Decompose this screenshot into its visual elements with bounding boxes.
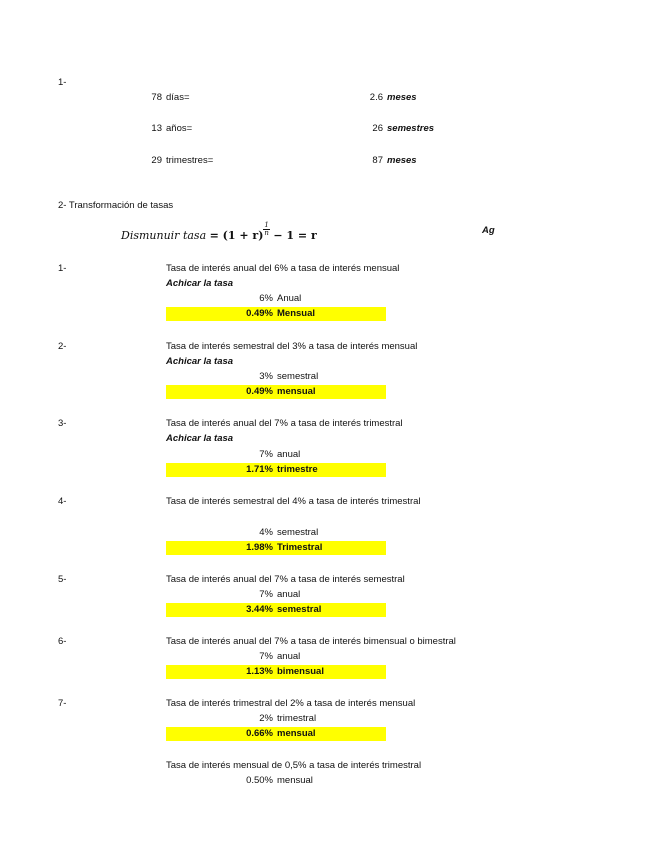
conversion-row-2-result-unit: semestres (387, 123, 435, 134)
conversion-row-2-value: 13 (151, 123, 162, 134)
exercise-3-result-value: 1.71% (246, 464, 273, 475)
exercise-7-result-unit: mensual (277, 728, 316, 739)
exercise-8-given-value: 0.50% (246, 775, 273, 786)
exercise-7-given-value: 2% (259, 713, 273, 724)
exercise-2-given-value: 3% (259, 371, 273, 382)
conversion-row-3-result-unit: meses (387, 155, 417, 166)
section1-number: 1- (58, 77, 67, 88)
exercise-8-given-unit: mensual (277, 775, 313, 786)
exercise-5-result-value: 3.44% (246, 604, 273, 615)
exercise-3-note: Achicar la tasa (166, 433, 234, 444)
conversion-row-1-label: días= (166, 92, 190, 103)
section2-title: 2- Transformación de tasas (58, 200, 174, 211)
exercise-4-result-highlight (166, 541, 386, 555)
conversion-row-3-label: trimestres= (166, 155, 214, 166)
conversion-row-3-value: 29 (151, 155, 162, 166)
exercise-4-given-value: 4% (259, 527, 273, 538)
exercise-5-given-unit: anual (277, 589, 301, 600)
exercise-3-given-unit: anual (277, 449, 301, 460)
exercise-4-given-unit: semestral (277, 527, 319, 538)
exercise-2-number: 2- (58, 341, 67, 352)
exercise-4-number: 4- (58, 496, 67, 507)
formula-lhs: = (1 + r) (209, 229, 264, 242)
formula-exponent-num: 1 (264, 221, 269, 229)
exercise-2-result-highlight (166, 385, 386, 399)
exercise-6-given-value: 7% (259, 651, 273, 662)
conversion-row-1-result-unit: meses (387, 92, 417, 103)
formula-label: Dismunuir tasa (121, 229, 207, 242)
exercise-1-result-value: 0.49% (246, 308, 273, 319)
exercise-6-given-unit: anual (277, 651, 301, 662)
exercise-4-description: Tasa de interés semestral del 4% a tasa de interés trimestral (166, 496, 421, 507)
conversion-row-2-result-value: 26 (372, 123, 383, 134)
exercise-7-result-highlight (166, 727, 386, 741)
exercise-5-given-value: 7% (259, 589, 273, 600)
exercise-5-result-unit: semestral (277, 604, 322, 615)
exercise-2-description: Tasa de interés semestral del 3% a tasa de interés mensual (166, 341, 418, 352)
exercise-6-result-highlight (166, 665, 386, 679)
exercise-1-result-unit: Mensual (277, 308, 316, 319)
exercise-6-result-value: 1.13% (246, 666, 273, 677)
exercise-7-result-value: 0.66% (246, 728, 273, 739)
conversion-row-3-result-value: 87 (372, 155, 383, 166)
exercise-1-note: Achicar la tasa (166, 278, 234, 289)
conversion-row-2-label: años= (166, 123, 193, 134)
exercise-8-description: Tasa de interés mensual de 0,5% a tasa de interés trimestral (166, 760, 422, 771)
formula-rhs: − 1 = r (273, 229, 317, 242)
exercise-2-result-unit: mensual (277, 386, 316, 397)
exercise-1-given-unit: Anual (277, 293, 302, 304)
formula-exponent (263, 222, 269, 237)
exercise-5-number: 5- (58, 574, 67, 585)
exercise-7-number: 7- (58, 698, 67, 709)
exercise-3-number: 3- (58, 418, 67, 429)
formula-exponent-den: n (264, 229, 269, 237)
exercise-3-given-value: 7% (259, 449, 273, 460)
exercise-2-given-unit: semestral (277, 371, 319, 382)
exercise-6-result-unit: bimensual (277, 666, 324, 677)
exercise-7-given-unit: trimestral (277, 713, 317, 724)
exercise-1-given-value: 6% (259, 293, 273, 304)
exercise-4-result-unit: Trimestral (277, 542, 323, 553)
exercise-5-description: Tasa de interés anual del 7% a tasa de interés semestral (166, 574, 405, 585)
exercise-1-number: 1- (58, 263, 67, 274)
exercise-1-description: Tasa de interés anual del 6% a tasa de interés mensual (166, 263, 400, 274)
exercise-3-description: Tasa de interés anual del 7% a tasa de interés trimestral (166, 418, 403, 429)
exercise-4-result-value: 1.98% (246, 542, 273, 553)
conversion-row-1-value: 78 (151, 92, 162, 103)
side-note: Ag (482, 225, 495, 236)
exercise-6-description: Tasa de interés anual del 7% a tasa de interés bimensual o bimestral (166, 636, 456, 647)
exercise-3-result-highlight (166, 463, 386, 477)
exercise-6-number: 6- (58, 636, 67, 647)
rate-formula (121, 222, 317, 244)
exercise-5-result-highlight (166, 603, 386, 617)
exercise-3-result-unit: trimestre (277, 464, 318, 475)
exercise-7-description: Tasa de interés trimestral del 2% a tasa de interés mensual (166, 698, 416, 709)
conversion-row-1-result-value: 2.6 (369, 92, 383, 103)
exercise-2-note: Achicar la tasa (166, 356, 234, 367)
exercise-2-result-value: 0.49% (246, 386, 273, 397)
exercise-1-result-highlight (166, 307, 386, 321)
